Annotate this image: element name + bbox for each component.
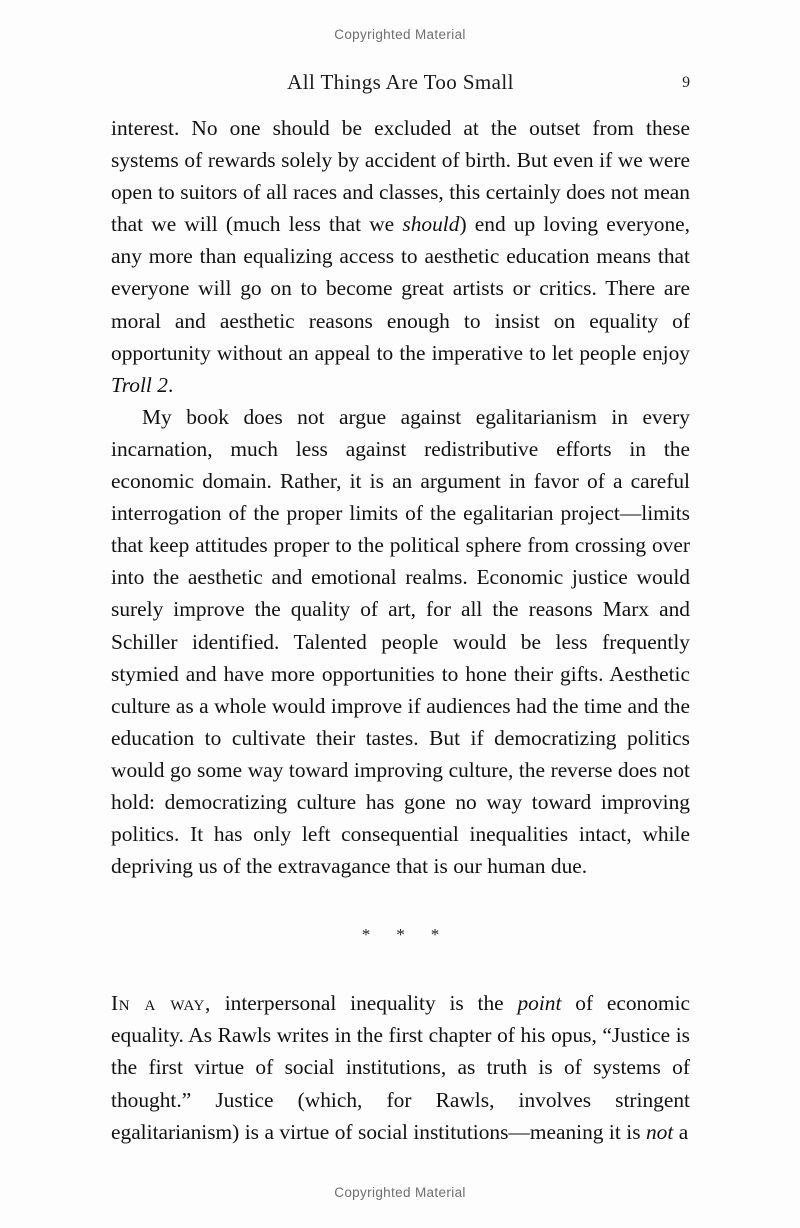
italic-run: Troll 2 <box>111 372 168 397</box>
italic-run: not <box>645 1119 674 1144</box>
small-caps-run: In a way, <box>111 991 211 1016</box>
spacer-after-section-break <box>111 950 690 987</box>
body-text-column <box>111 112 690 1148</box>
text-run: of economic equality. As Rawls writes in the first chapter of his opus, “Justice is the first virtue of social institutions, as truth is of systems of thought.” Justice (which, for Rawls, involves stringent egalitarianism) is a virtue of social institutions—meaning it is <box>111 991 691 1144</box>
paragraph-2 <box>111 401 690 882</box>
text-run: interest. No one should be excluded at the outset from these systems of rewards solely by accident of birth. But even if we were open to suitors of all races and classes, this certainly does not mean that we will (much less that we <box>111 116 690 237</box>
page-number: 9 <box>682 74 690 91</box>
text-run: . <box>167 372 174 397</box>
italic-run: point <box>517 991 562 1016</box>
paragraph-3 <box>111 987 690 1147</box>
asterisk-glyph: * <box>430 924 440 944</box>
text-run: ) end up loving everyone, any more than equalizing access to aesthetic education means that everyone will go on to become great artists or critics. There are moral and aesthetic reasons enough to insist on equality of opportunity without an appeal to the imperative to let people enjoy <box>111 212 690 365</box>
copyright-watermark-top: Copyrighted Material <box>334 27 466 42</box>
text-run: a <box>673 1119 689 1144</box>
italic-run: should <box>402 212 460 237</box>
asterisk-glyph: * <box>361 924 371 944</box>
asterisk-glyph: * <box>396 924 405 944</box>
text-run: My book does not argue against egalitarianism in every incarnation, much less against redistributive efforts in the economic domain. Rather, it is an argument in favor of a careful interrogation of the proper limits of the egalitarian project—limits that keep attitudes proper to the political sphere from crossing over into the aesthetic and emotional realms. Economic justice would surely improve the quality of art, for all the reasons Marx and Schiller identified. Talented people would be less frequently stymied and have more opportunities to hone their gifts. Aesthetic culture as a whole would improve if audiences had the time and the education to cultivate their tastes. But if democratizing politics would go some way toward improving culture, the reverse does not hold: democratizing culture has gone no way toward improving politics. It has only left consequential inequalities intact, while depriving us of the extravagance that is our human due. <box>111 404 690 879</box>
section-break-asterisks <box>111 918 690 950</box>
running-head <box>111 70 690 100</box>
spacer-before-section-break <box>111 882 690 918</box>
paragraph-1 <box>111 112 690 401</box>
text-run: interpersonal inequality is the <box>210 991 518 1016</box>
copyright-watermark-bottom: Copyrighted Material <box>334 1185 466 1200</box>
running-head-title: All Things Are Too Small <box>287 70 514 94</box>
